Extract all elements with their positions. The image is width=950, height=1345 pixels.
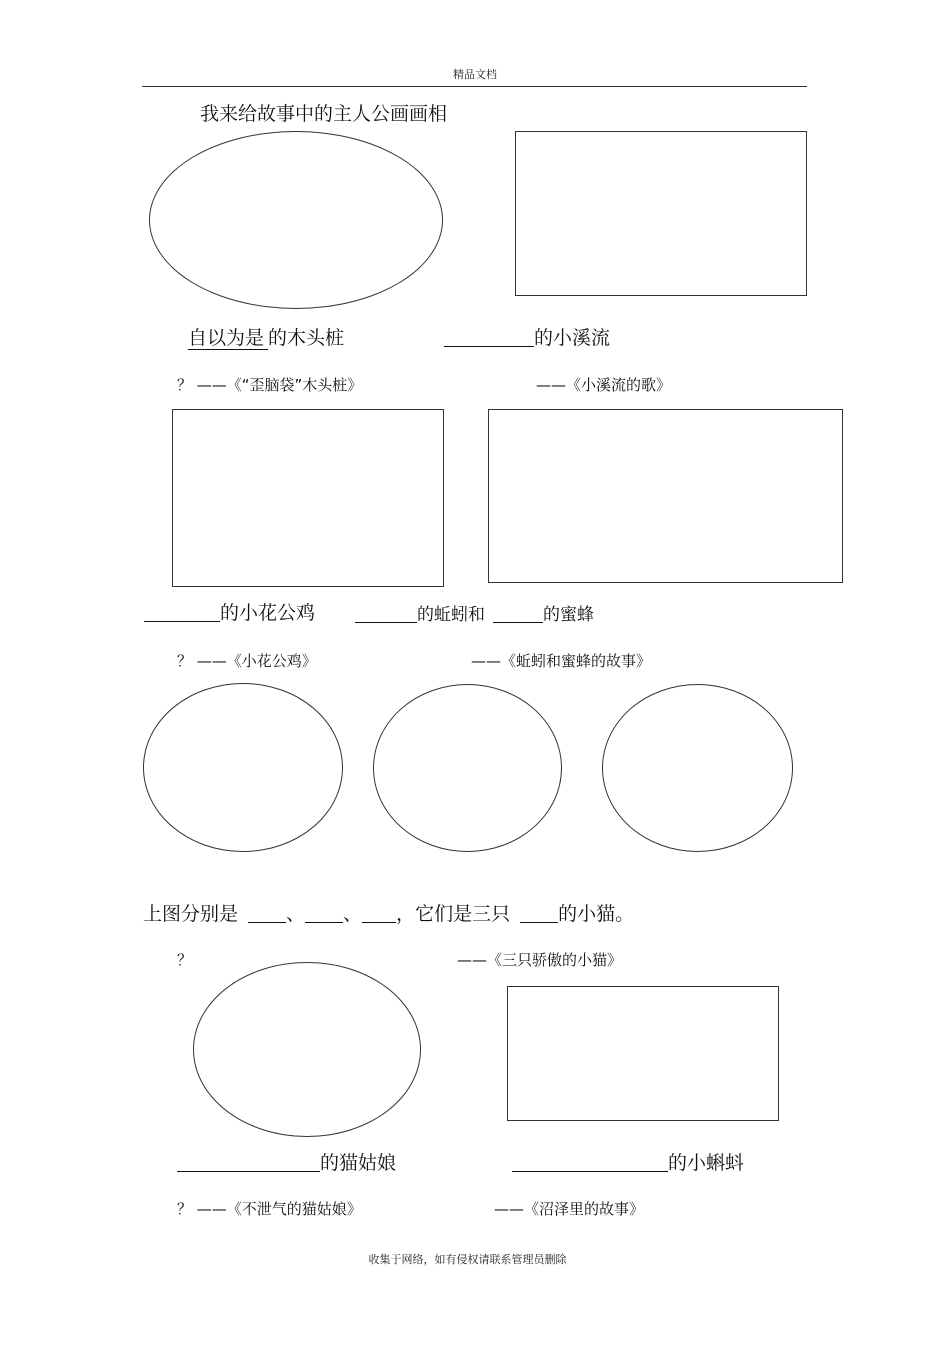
drawing-box-4 — [507, 986, 779, 1121]
drawing-box-2 — [172, 409, 444, 587]
source-right-2: ——《蚯蚓和蜜蜂的故事》 — [471, 652, 652, 670]
caption-cat-girl — [177, 1148, 396, 1175]
separator: 、 — [286, 903, 306, 925]
header-rule — [142, 86, 807, 87]
drawing-oval-2 — [143, 683, 343, 852]
drawing-oval-1 — [149, 131, 443, 309]
drawing-box-1 — [515, 131, 807, 296]
answer-blank[interactable] — [362, 903, 396, 923]
drawing-oval-5 — [193, 962, 421, 1137]
source-right-1: ——《小溪流的歌》 — [536, 376, 672, 394]
caption-suffix: 的木头桩 — [268, 327, 345, 349]
source-left-4: ？ ——《不泄气的猫姑娘》 — [177, 1200, 362, 1218]
sentence-suffix: 的小猫。 — [558, 903, 635, 925]
answer-blank[interactable] — [512, 1152, 668, 1172]
separator: 、 — [343, 903, 363, 925]
page-header: 精品文档 — [453, 68, 497, 81]
answer-blank[interactable] — [177, 1152, 320, 1172]
answer-blank[interactable] — [305, 903, 343, 923]
source-left-2: ？ ——《小花公鸡》 — [177, 652, 317, 670]
filled-answer: 自以为是 — [188, 327, 268, 350]
sentence-prefix: 上图分别是 — [143, 903, 239, 925]
caption-rooster — [144, 598, 315, 625]
answer-blank[interactable] — [493, 605, 543, 623]
answer-blank[interactable] — [144, 602, 220, 622]
answer-blank[interactable] — [355, 605, 417, 623]
caption-suffix: 的小蝌蚪 — [668, 1152, 745, 1174]
answer-blank[interactable] — [248, 903, 286, 923]
caption-tadpole — [512, 1148, 744, 1175]
caption-little-stream — [444, 323, 610, 350]
drawing-oval-3 — [373, 684, 562, 852]
drawing-box-3 — [488, 409, 843, 583]
caption-wooden-stake — [188, 323, 344, 350]
caption-suffix: 的蜜蜂 — [543, 605, 594, 625]
source-right-4: ——《沼泽里的故事》 — [494, 1200, 645, 1218]
three-kittens-sentence — [143, 899, 634, 926]
source-left-3: ？ — [177, 951, 193, 969]
caption-suffix: 的蚯蚓和 — [417, 605, 485, 625]
sentence-middle: 它们是三只 — [415, 903, 511, 925]
caption-suffix: 的猫姑娘 — [320, 1152, 397, 1174]
source-right-3: ——《三只骄傲的小猫》 — [457, 951, 623, 969]
worksheet-heading: 我来给故事中的主人公画画相 — [200, 103, 448, 125]
separator: ， — [396, 903, 416, 925]
caption-earthworm-bee — [355, 600, 594, 625]
drawing-oval-4 — [602, 684, 793, 852]
source-left-1: ？ ——《“歪脑袋”木头桩》 — [177, 376, 363, 394]
caption-suffix: 的小花公鸡 — [220, 602, 316, 624]
page-footer: 收集于网络，如有侵权请联系管理员删除 — [368, 1253, 567, 1266]
caption-suffix: 的小溪流 — [534, 327, 611, 349]
answer-blank[interactable] — [444, 327, 534, 347]
answer-blank[interactable] — [520, 903, 558, 923]
